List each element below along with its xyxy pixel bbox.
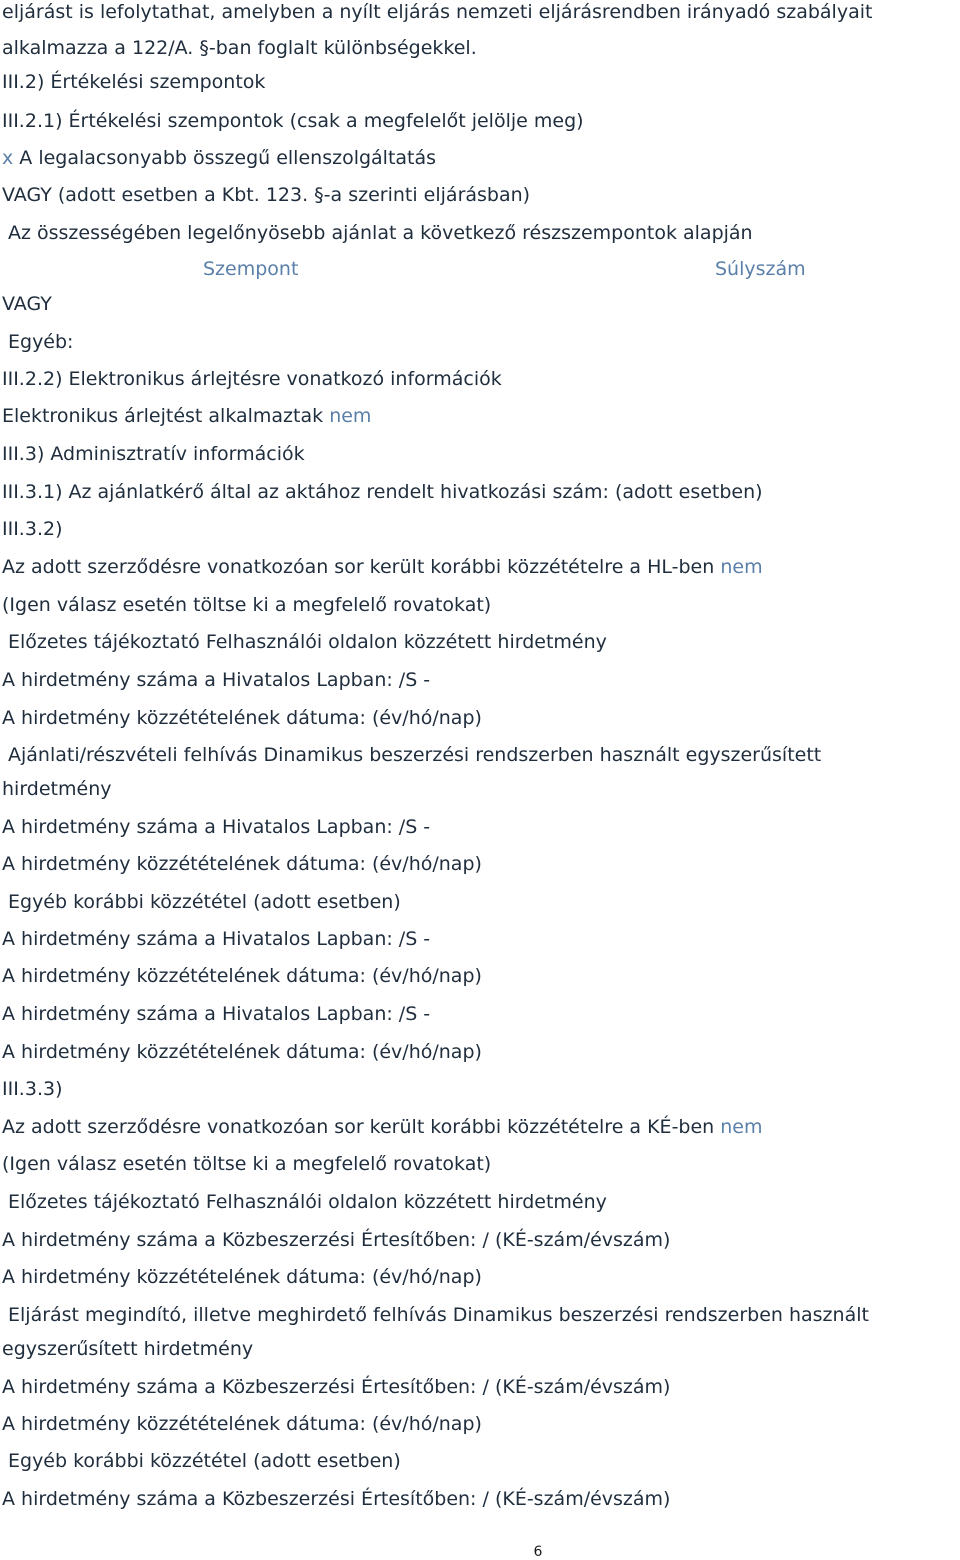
subsection-heading: III.2.1) Értékelési szempontok (csak a megfelelőt jelölje meg) [2, 110, 584, 132]
text-line: (Igen válasz esetén töltse ki a megfelelő rovatokat) [2, 1153, 492, 1175]
text-line: (Igen válasz esetén töltse ki a megfelelő rovatokat) [2, 594, 492, 616]
subsection-heading: III.3.3) [2, 1078, 63, 1100]
text-line [2, 404, 371, 428]
section-heading: III.3) Adminisztratív információk [2, 443, 305, 465]
text-line: Előzetes tájékoztató Felhasználói oldalon közzétett hirdetmény [8, 1191, 607, 1213]
page-number: 6 [533, 1544, 543, 1560]
text-line: Ajánlati/részvételi felhívás Dinamikus beszerzési rendszerben használt egyszerűsített [8, 744, 822, 766]
text-line [2, 1115, 763, 1139]
text-line: A hirdetmény száma a Közbeszerzési Értesítőben: / (KÉ-szám/évszám) [2, 1376, 671, 1398]
text-line: hirdetmény [2, 778, 112, 800]
text-line: Egyéb korábbi közzététel (adott esetben) [8, 891, 401, 913]
section-heading: III.2) Értékelési szempontok [2, 71, 266, 93]
criterion-label: A legalacsonyabb összegű ellenszolgáltatás [19, 147, 437, 169]
field-label: Az adott szerződésre vonatkozóan sor került korábbi közzétételre a KÉ-ben [2, 1116, 715, 1138]
text-line: A hirdetmény közzétételének dátuma: (év/hó/nap) [2, 853, 482, 875]
text-line: Előzetes tájékoztató Felhasználói oldalon közzétett hirdetmény [8, 631, 607, 653]
field-label: Elektronikus árlejtést alkalmaztak [2, 405, 324, 427]
field-value: nem [720, 556, 763, 578]
text-line: A hirdetmény közzétételének dátuma: (év/hó/nap) [2, 1266, 482, 1288]
text-line: Eljárást megindító, illetve meghirdető felhívás Dinamikus beszerzési rendszerben használt [8, 1304, 869, 1326]
text-line: A hirdetmény közzétételének dátuma: (év/hó/nap) [2, 1413, 482, 1435]
text-line: A hirdetmény közzétételének dátuma: (év/hó/nap) [2, 965, 482, 987]
field-value: nem [720, 1116, 763, 1138]
text-line: Egyéb korábbi közzététel (adott esetben) [8, 1450, 401, 1472]
text-line: Egyéb: [8, 331, 74, 353]
text-line: A hirdetmény közzétételének dátuma: (év/hó/nap) [2, 707, 482, 729]
text-line: VAGY [2, 293, 52, 315]
field-value: nem [329, 405, 372, 427]
subsection-heading: III.2.2) Elektronikus árlejtésre vonatkozó információk [2, 368, 502, 390]
weight-column-header: Súlyszám [715, 258, 806, 280]
text-line: eljárást is lefolytathat, amelyben a nyílt eljárás nemzeti eljárásrendben irányadó szabályait [2, 1, 873, 23]
text-line: A hirdetmény száma a Közbeszerzési Értesítőben: / (KÉ-szám/évszám) [2, 1229, 671, 1251]
text-line: A hirdetmény száma a Hivatalos Lapban: /S - [2, 816, 431, 838]
criterion-option [2, 146, 436, 170]
text-line: A hirdetmény száma a Hivatalos Lapban: /S - [2, 669, 431, 691]
text-line: A hirdetmény száma a Hivatalos Lapban: /S - [2, 928, 431, 950]
text-line: VAGY (adott esetben a Kbt. 123. §-a szerinti eljárásban) [2, 184, 531, 206]
text-line: A hirdetmény száma a Hivatalos Lapban: /S - [2, 1003, 431, 1025]
text-line: Az összességében legelőnyösebb ajánlat a következő részszempontok alapján [8, 222, 753, 244]
text-line: A hirdetmény közzétételének dátuma: (év/hó/nap) [2, 1041, 482, 1063]
subsection-heading: III.3.2) [2, 518, 63, 540]
checked-mark: x [2, 147, 14, 169]
text-line [2, 555, 763, 579]
subsection-heading: III.3.1) Az ajánlatkérő által az aktához rendelt hivatkozási szám: (adott esetben) [2, 481, 763, 503]
criteria-column-header: Szempont [203, 258, 299, 280]
text-line: A hirdetmény száma a Közbeszerzési Értesítőben: / (KÉ-szám/évszám) [2, 1488, 671, 1510]
text-line: egyszerűsített hirdetmény [2, 1338, 254, 1360]
field-label: Az adott szerződésre vonatkozóan sor került korábbi közzétételre a HL-ben [2, 556, 715, 578]
text-line: alkalmazza a 122/A. §-ban foglalt különbségekkel. [2, 37, 477, 59]
